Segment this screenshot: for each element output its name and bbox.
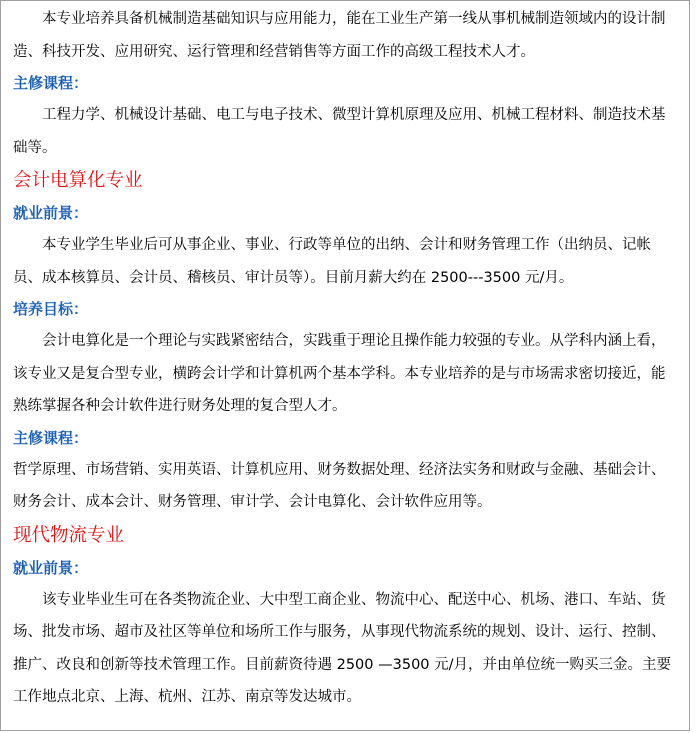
employment-paragraph: 该专业毕业生可在各类物流企业、大中型工商企业、物流中心、配送中心、机场、港口、车站、货场、批发市场、超市及社区等单位和场所工作与服务，从事现代物流系统的规划、设计、运行、控制、推广、改良和创新等技术管理工作。目前薪资待遇 2500 —3500 元/月，并由单位统一购买三金。主要工作地点北京、上海、杭州、江苏、南京等发达城市。 [13, 591, 672, 705]
major-title-logistics: 现代物流专业 [13, 524, 125, 546]
section-heading-employment: 就业前景： [13, 558, 89, 577]
section-heading-employment: 就业前景： [13, 204, 89, 222]
section-heading-courses: 主修课程： [13, 74, 89, 92]
section-heading-courses: 主修课程： [13, 428, 89, 447]
courses-paragraph: 工程力学、机械设计基础、电工与电子技术、微型计算机原理及应用、机械工程材料、制造技术基础等。 [13, 107, 666, 156]
employment-paragraph: 本专业学生毕业后可从事企业、事业、行政等单位的出纳、会计和财务管理工作（出纳员、记帐员、成本核算员、会计员、稽核员、审计员等）。目前月薪大约在 2500---3500 元/月。 [13, 237, 651, 286]
section-heading-goals: 培养目标： [13, 300, 89, 318]
courses-paragraph: 哲学原理、市场营销、实用英语、计算机应用、财务数据处理、经济法实务和财政与金融、基础会计、财务会计、成本会计、财务管理、审计学、会计电算化、会计软件应用等。 [13, 461, 666, 510]
intro-paragraph: 本专业培养具备机械制造基础知识与应用能力，能在工业生产第一线从事机械制造领域内的设计制造、科技开发、应用研究、运行管理和经营销售等方面工作的高级工程技术人才。 [13, 11, 666, 60]
goals-paragraph: 会计电算化是一个理论与实践紧密结合，实践重于理论且操作能力较强的专业。从学科内涵上看，该专业又是复合型专业，横跨会计学和计算机两个基本学科。本专业培养的是与市场需求密切接近，能熟练掌握各种会计软件进行财务处理的复合型人才。 [13, 333, 666, 414]
major-title-accounting: 会计电算化专业 [13, 170, 143, 191]
